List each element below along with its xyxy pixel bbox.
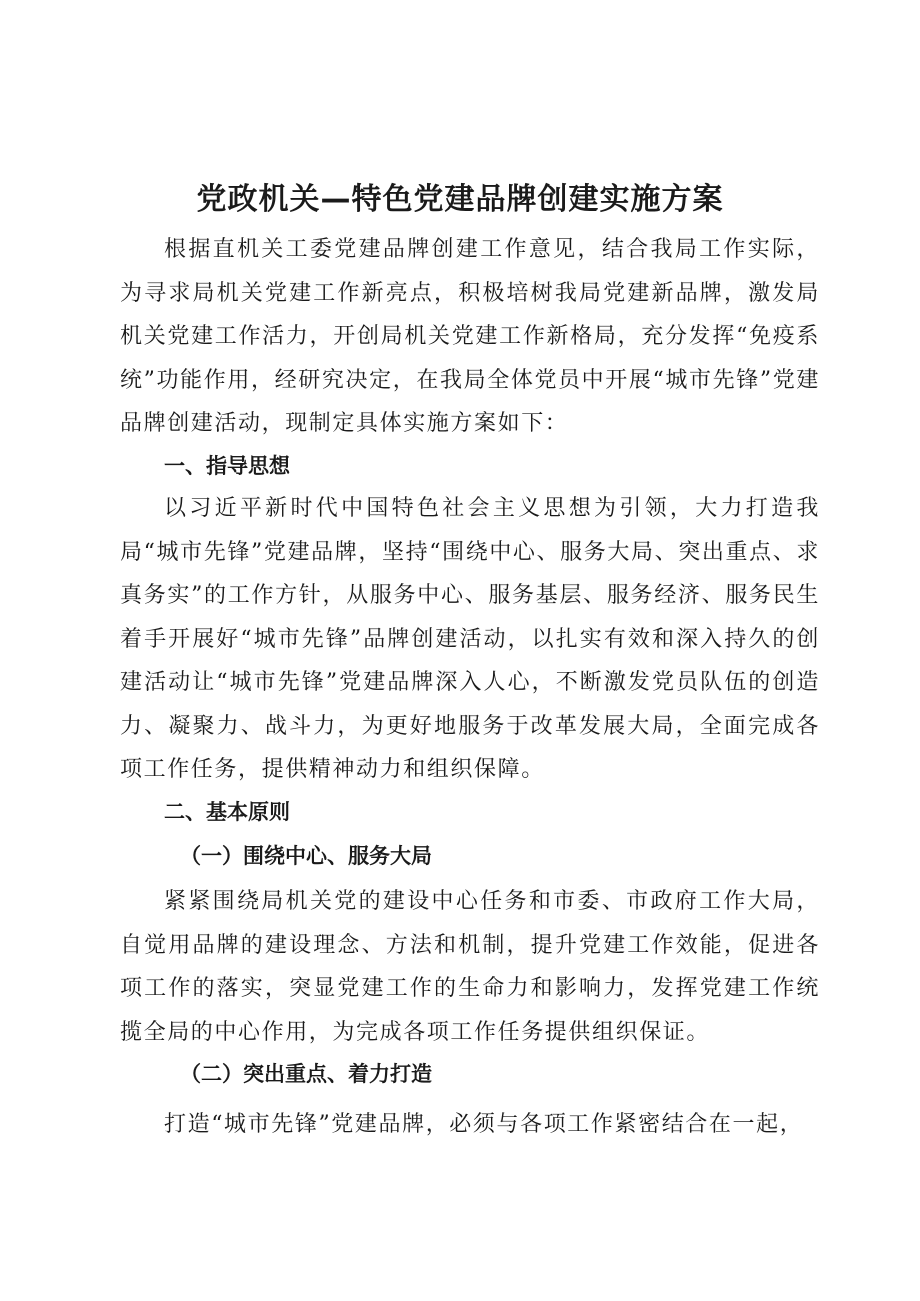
guiding-ideology-paragraph: 以习近平新时代中国特色社会主义思想为引领，大力打造我局“城市先锋”党建品牌，坚持“围绕中心、服务大局、突出重点、求真务实”的工作方针，从服务中心、服务基层、服务经济、服务民生着手开展好“城市先锋”品牌创建活动，以扎实有效和深入持久的创建活动让“城市先锋”党建品牌深入人心，不断激发党员队伍的创造力、凝聚力、战斗力，为更好地服务于改革发展大局，全面完成各项工作任务，提供精神动力和组织保障。 (120, 496, 820, 782)
section-heading-guiding-ideology: 一、指导思想 (164, 454, 290, 478)
document-title: 党政机关—特色党建品牌创建实施方案 (196, 182, 724, 217)
subsection-heading-center: （一）围绕中心、服务大局 (180, 844, 432, 868)
section-heading-basic-principles: 二、基本原则 (164, 800, 290, 824)
subsection-heading-focus: （二）突出重点、着力打造 (180, 1062, 432, 1086)
intro-paragraph: 根据直机关工委党建品牌创建工作意见，结合我局工作实际，为寻求局机关党建工作新亮点，积极培树我局党建新品牌，激发局机关党建工作活力，开创局机关党建工作新格局，充分发挥“免疫系统”功能作用，经研究决定，在我局全体党员中开展“城市先锋”党建品牌创建活动，现制定具体实施方案如下： (120, 237, 820, 436)
center-principle-paragraph: 紧紧围绕局机关党的建设中心任务和市委、市政府工作大局，自觉用品牌的建设理念、方法和机制，提升党建工作效能，促进各项工作的落实，突显党建工作的生命力和影响力，发挥党建工作统揽全局的中心作用，为完成各项工作任务提供组织保证。 (120, 889, 820, 1045)
focus-principle-paragraph: 打造“城市先锋”党建品牌，必须与各项工作紧密结合在一起， (164, 1112, 804, 1137)
